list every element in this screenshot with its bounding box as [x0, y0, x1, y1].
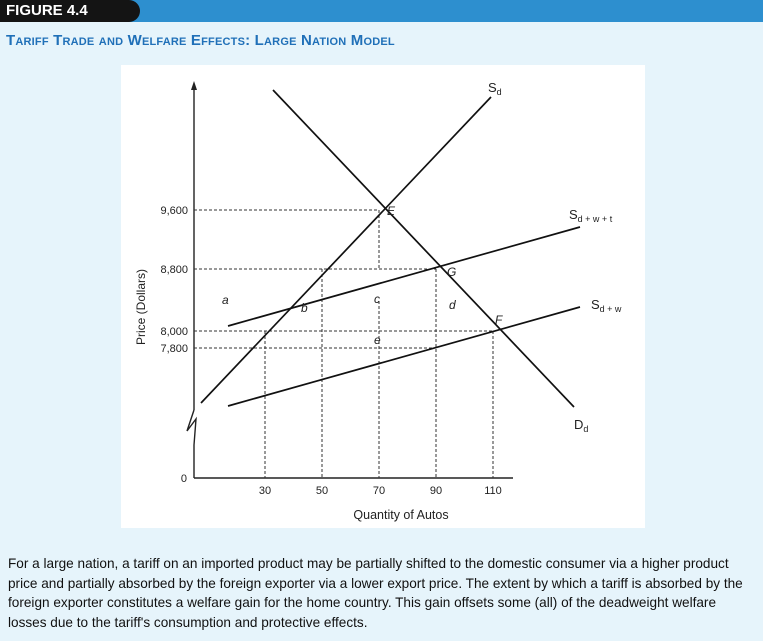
point-f-label: F: [495, 313, 503, 327]
x-tick-label: 70: [372, 485, 386, 497]
x-tick-label: 90: [429, 485, 443, 497]
y-tick-label: 8,800: [160, 264, 188, 276]
dd-curve-label: $D_d$: [574, 417, 589, 434]
domestic-supply-curve: [201, 97, 491, 403]
point-g-label: G: [447, 265, 457, 279]
supply-with-tariff-curve: [228, 227, 580, 326]
x-axis-label: Quantity of Autos: [353, 508, 449, 522]
y-tick-label: 8,000: [160, 326, 188, 338]
area-d-label: d: [449, 298, 456, 312]
x-tick-label: 30: [258, 485, 272, 497]
area-b-label: b: [301, 301, 308, 315]
area-c-label: c: [374, 292, 380, 306]
sdw-curve-label: $S_{d + w}$: [591, 297, 622, 314]
figure-caption: For a large nation, a tariff on an imported product may be partially shifted to the domestic consumer via a higher product price and partially absorbed by the foreign exporter via a lower export price. The extent by which a tariff is absorbed by the foreign exporter constitutes a welfare gain for the home country. This gain offsets some (all) of the deadweight welfare losses due to the tariff's consumption and protective effects.: [8, 556, 743, 630]
area-e-label: e: [374, 333, 381, 347]
x-tick-label: 50: [315, 485, 329, 497]
x-tick-label: 110: [484, 485, 502, 497]
point-e-label: E: [387, 204, 396, 218]
chart-panel: [121, 65, 645, 528]
area-a-label: a: [222, 293, 229, 307]
sd-curve-label: $S_d$: [488, 80, 502, 97]
y-axis-label: Price (Dollars): [134, 268, 148, 346]
y-axis-arrow: [191, 81, 197, 90]
axis-break: [187, 410, 196, 445]
tariff-diagram: [121, 65, 645, 528]
demand-curve: [273, 90, 574, 407]
origin-label: 0: [180, 473, 187, 485]
figure-label: FIGURE 4.4: [0, 0, 140, 22]
figure-title: Tariff Trade and Welfare Effects: Large Nation Model: [6, 32, 395, 49]
y-tick-label: 9,600: [160, 205, 188, 217]
y-tick-label: 7,800: [160, 343, 188, 355]
sdwt-curve-label: $S_{d + w + t}$: [569, 207, 613, 224]
